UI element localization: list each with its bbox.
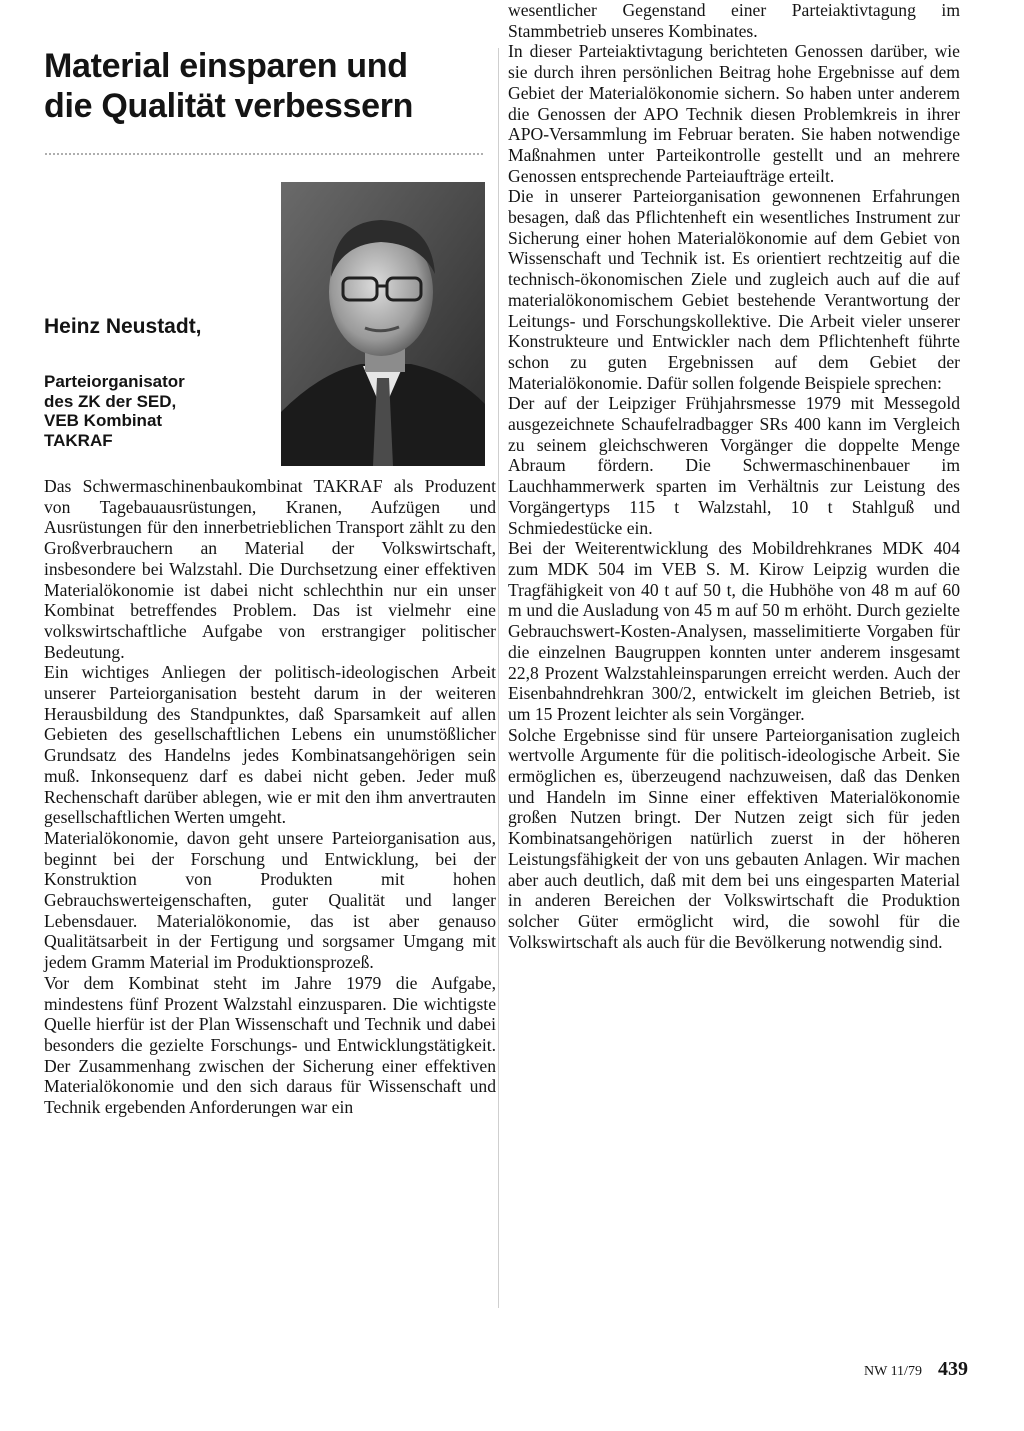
body-paragraph: Der auf der Leipziger Frühjahrsmesse 1979 mit Messegold ausgezeichnete Schaufelradbagger SRs 400 kann im Vergleich zu seinem gleichschweren Vorgänger die doppelte Menge Abraum fördern. Die Schwermaschinenbauer im Lauchhammerwerk sparten im Verhältnis zur Leistung des Vorgängertyps 115 t Walzstahl, 10 t Stahlguß und Schmiedestücke ein.: [508, 393, 960, 538]
body-paragraph: Solche Ergebnisse sind für unsere Parteiorganisation zugleich wertvolle Argumente für die politisch-ideologische Arbeit. Sie ermöglichen es, überzeugend nachzuweisen, daß das Denken und Handeln im Sinne einer effektiven Materialökonomie großen Nutzen bringt. Der Nutzen zeigt sich für jeden Kombinatsangehörigen natürlich zuerst in der höheren Leistungsfähigkeit der von uns gebauten Anlagen. Wir machen aber auch deutlich, daß mit dem bei uns eingesparten Material in anderen Bereichen der Volkswirtschaft die Produktion solcher Güter ermöglicht wird, die sowohl für die Volkswirtschaft als auch für die Bevölkerung notwendig sind.: [508, 724, 960, 952]
body-column-right: [508, 0, 960, 952]
page-number: 439: [938, 1358, 968, 1380]
author-role-line: des ZK der SED,: [44, 391, 177, 411]
body-paragraph: wesentlicher Gegenstand einer Parteiaktivtagung im Stammbetrieb unseres Kombinates.: [508, 0, 960, 41]
body-paragraph: Bei der Weiterentwicklung des Mobildrehkranes MDK 404 zum MDK 504 im VEB S. M. Kirow Leipzig wurden die Tragfähigkeit von 40 t auf 50 t, die Hubhöhe von 48 m auf 60 m und die Ausladung von 45 m auf 50 m erhöht. Durch gezielte Gebrauchswert-Kosten-Analysen, masselimitierte Vorgaben für die einzelnen Baugruppen konnten unter anderem insgesamt 22,8 Prozent Walzstahleinsparungen erreicht werden. Auch der Eisenbahndrehkran 300/2, entwickelt im gleichen Betrieb, ist um 15 Prozent leichter als sein Vorgänger.: [508, 538, 960, 724]
body-paragraph: Das Schwermaschinenbaukombinat TAKRAF als Produzent von Tagebauausrüstungen, Kranen, Aufzügen und Ausrüstungen für den innerbetrieblichen Transport zählt zu den Großverbrauchern an Material der Volkswirtschaft, insbesondere bei Walzstahl. Die Durchsetzung einer effektiven Materialökonomie ist dabei nicht schlechthin nur ein unser Kombinat betreffendes Problem. Das ist vielmehr eine volkswirtschaftliche Aufgabe von erstrangiger politischer Bedeutung.: [44, 476, 496, 662]
body-paragraph: Ein wichtiges Anliegen der politisch-ideologischen Arbeit unserer Parteiorganisation besteht darum in der weiteren Herausbildung des Standpunktes, daß Sparsamkeit auf allen Gebieten des gesellschaftlichen Lebens ein unumstößlicher Grundsatz des Handelns jedes Kombinatsangehörigen sein muß. Inkonsequenz darf es dabei nicht geben. Jeder muß Rechenschaft darüber ablegen, wie er mit den ihm anvertrauten gesellschaftlichen Werten umgeht.: [44, 662, 496, 828]
body-paragraph: Die in unserer Parteiorganisation gewonnenen Erfahrungen besagen, daß das Pflichtenheft ein wesentliches Instrument zur Sicherung einer hohen Materialökonomie auf dem Gebiet von Wissenschaft und Technik ist. Es orientiert rechtzeitig auf die technisch-ökonomischen Ziele und zugleich auch auf die auf materialökonomischem Gebiet bestehende Verantwortung der Leitungs- und Forschungskollektive. Die Arbeit vieler unserer Konstrukteure und Entwickler nach dem Pflichtenheft führte schon zu guten Ergebnissen auf dem Gebiet der Materialökonomie. Dafür sollen folgende Beispiele sprechen:: [508, 186, 960, 393]
portrait-image: [281, 182, 485, 466]
article-title: [44, 46, 514, 126]
author-role-line: VEB Kombinat: [44, 411, 163, 430]
title-line: Material einsparen und: [44, 47, 408, 85]
author-role: [44, 372, 274, 450]
body-paragraph: Vor dem Kombinat steht im Jahre 1979 die Aufgabe, mindestens fünf Prozent Walzstahl einzusparen. Die wichtigste Quelle hierfür ist der Plan Wissenschaft und Technik und dabei besonders die gezielte Forschungs- und Entwicklungstätigkeit. Der Zusammenhang zwischen der Sicherung einer effektiven Materialökonomie und den sich daraus für Wissenschaft und Technik ergebenden Anforderungen war ein: [44, 972, 496, 1118]
title-line: die Qualität verbessern: [44, 87, 414, 125]
author-photo: [281, 182, 485, 466]
body-paragraph: Materialökonomie, davon geht unsere Parteiorganisation aus, beginnt bei der Forschung und Entwicklung, bei der Konstruktion von Produkten mit hohen Gebrauchswerteigenschaften, guter Qualität und langer Lebensdauer. Materialökonomie, das ist aber genauso Qualitätsarbeit in der Fertigung und sorgsamer Umgang mit jedem Gramm Material im Produktionsprozeß.: [44, 827, 496, 973]
journal-issue: NW 11/79: [864, 1364, 922, 1379]
body-paragraph: In dieser Parteiaktivtagung berichteten Genossen darüber, wie sie durch ihren persönlichen Beitrag hohe Ergebnisse auf dem Gebiet der Materialökonomie sichern. So haben unter anderem die Genossen der APO Technik diesen Problemkreis in ihrer APO-Versammlung im Februar beraten. Sie haben notwendige Maßnahmen unter Parteikontrolle gestellt und an mehrere Genossen entsprechende Parteiaufträge erteilt.: [508, 41, 960, 186]
author-role-line: Parteiorganisator: [44, 372, 185, 391]
title-divider: [44, 152, 484, 157]
column-divider: [498, 48, 499, 1308]
body-column-left: [44, 476, 496, 1118]
author-role-line: TAKRAF: [44, 430, 113, 450]
author-name: Heinz Neustadt,: [44, 315, 202, 338]
